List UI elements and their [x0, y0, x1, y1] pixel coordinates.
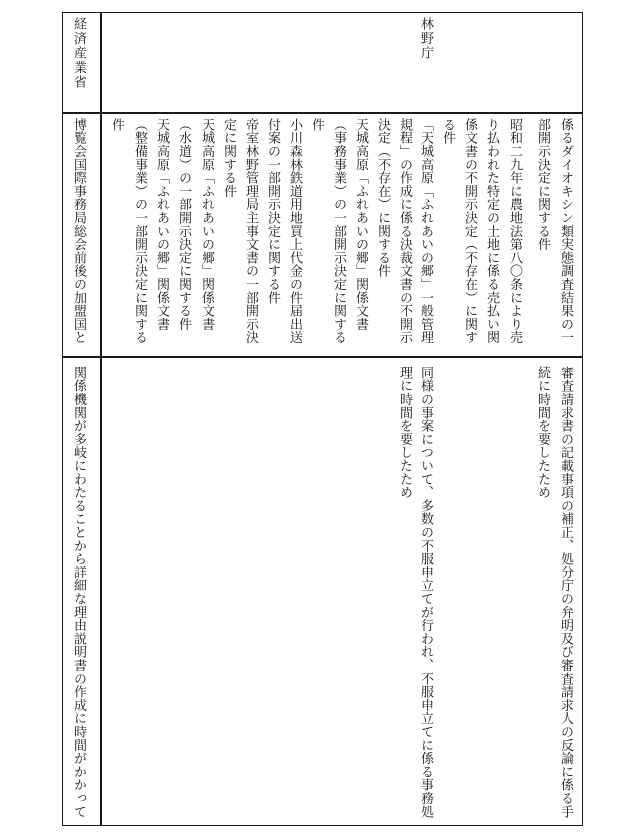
case-subject-line: 係るダイオキシン類実態調査結果の一 — [558, 118, 573, 345]
reason-line: 同様の事案について、多数の不服申立てが行われ、不服申立てに係る事務処 — [418, 366, 433, 819]
ministry-label: 経済産業省 — [71, 17, 86, 90]
case-subject-line: 天城高原「ふれあいの郷」関係文書 — [353, 118, 368, 331]
case-subject-line: 係文書の不開示決定（不存在）に関す — [462, 118, 477, 345]
case-subject-line: （整備事業）の一部開示決定に関する — [132, 118, 147, 345]
case-subject-line: （事務事業）の一部開示決定に関する — [331, 118, 346, 345]
reason-line: 理に時間を要したため — [397, 366, 412, 499]
header-row-divider — [62, 112, 583, 114]
case-subject-line: 博覧会国際事務局総会前後の加盟国と — [71, 118, 86, 345]
case-subject-line: （水道）の一部開示決定に関する件 — [176, 118, 191, 331]
case-subject-line: 決定（不存在）に関する件 — [375, 118, 390, 278]
case-subject-line: 定に関する件 — [221, 118, 236, 198]
case-subject-line: 「天城高原「ふれあいの郷」一般管理 — [418, 118, 433, 345]
case-subject-line: 帝室林野管理局主事文書の一部開示決 — [243, 118, 258, 345]
case-subject-line: 規程」の作成に係る決裁文書の不開示 — [397, 118, 412, 345]
case-subject-line: 部開示決定に関する件 — [535, 118, 550, 251]
case-subject-line: 天城高原「ふれあいの郷」関係文書 — [154, 118, 169, 331]
case-subject-line: 件 — [109, 118, 124, 132]
reason-row-divider — [62, 356, 583, 358]
reason-line: 審査請求書の記載事項の補正、処分庁の弁明及び審査請求人の反論に係る手 — [558, 366, 573, 819]
case-subject-line: 小川森林鉄道用地買上代金の件届出送 — [287, 118, 302, 345]
case-subject-line: る件 — [440, 118, 455, 145]
case-subject-line: 件 — [309, 118, 324, 132]
case-subject-line: り払われた特定の土地に係る売払い関 — [484, 118, 499, 345]
case-subject-line: 昭和二九年に農地法第八〇条により売 — [507, 118, 522, 345]
reason-line: 関係機関が多岐にわたることから詳細な理由説明書の作成に時間がかかって — [71, 366, 86, 819]
case-subject-line: 天城高原「ふれあいの郷」関係文書 — [199, 118, 214, 331]
reason-line: 続に時間を要したため — [535, 366, 550, 499]
ministry-label: 林野庁 — [418, 17, 433, 61]
ministry-column-divider — [100, 12, 102, 826]
case-subject-line: 付案の一部開示決定に関する件 — [265, 118, 280, 305]
